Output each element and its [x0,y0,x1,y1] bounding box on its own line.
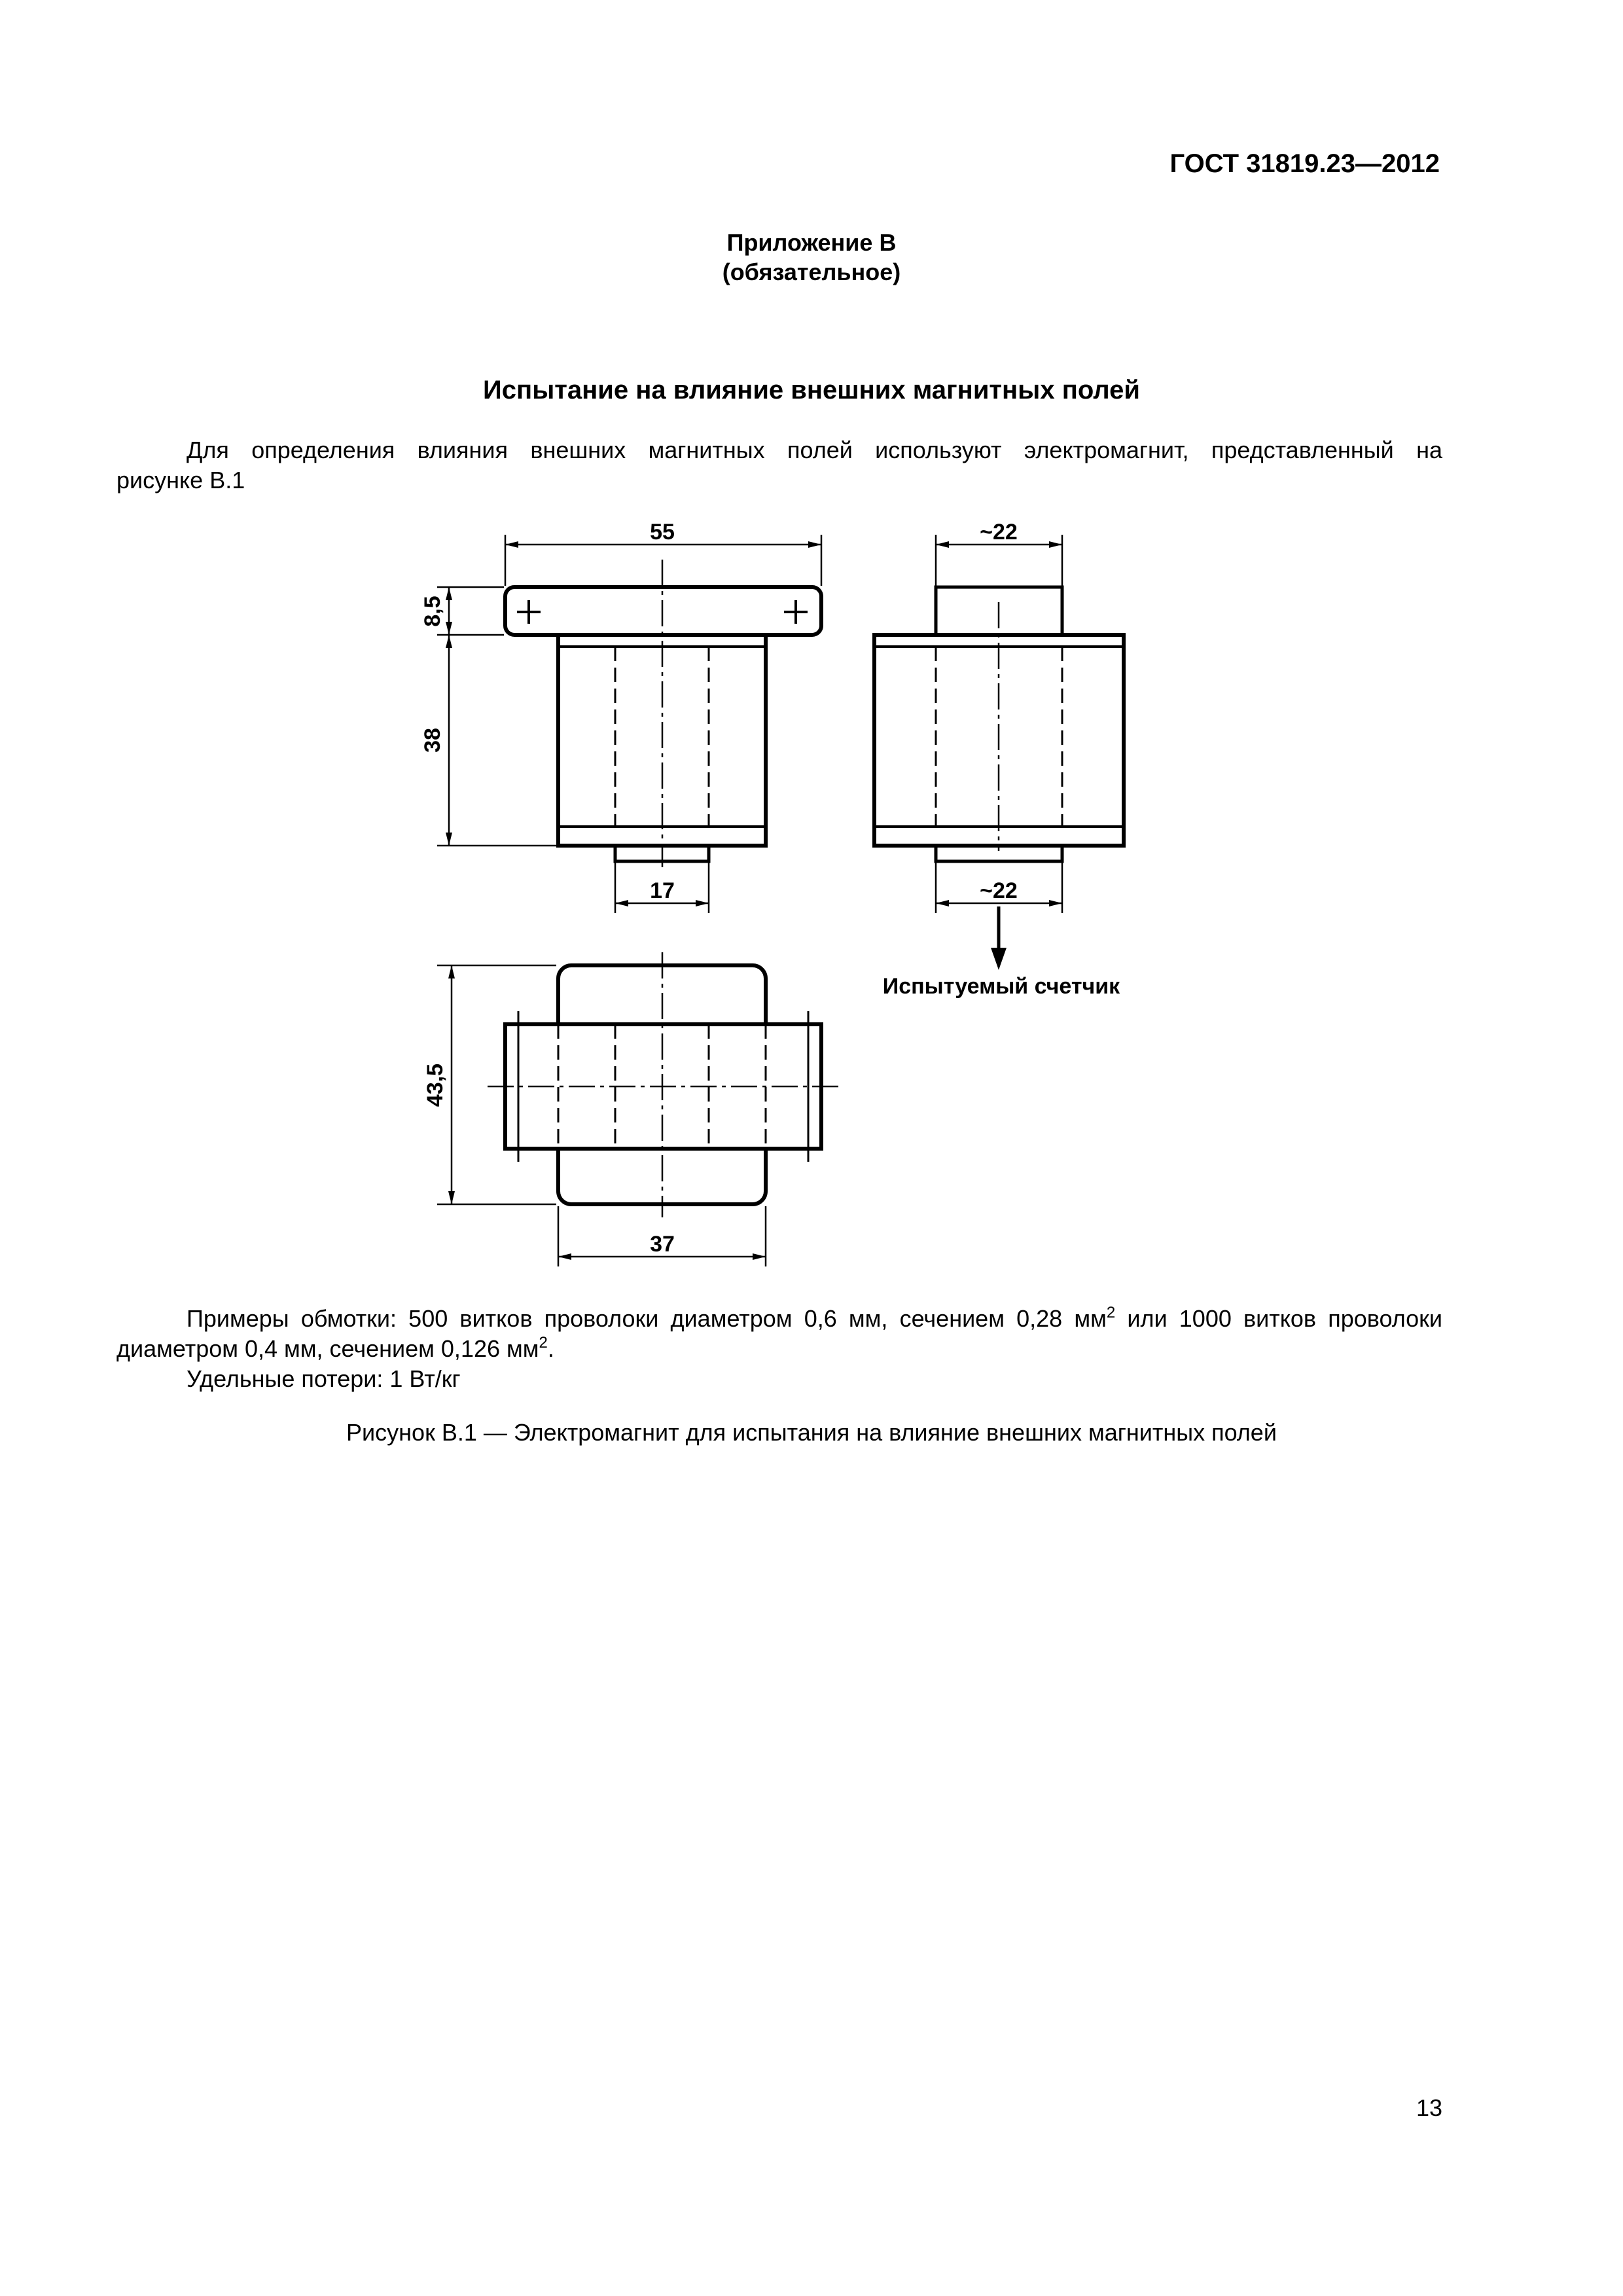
flange [505,587,821,635]
specific-losses [116,1364,1442,1394]
winding-line-2 [116,1334,1442,1364]
dim-plan-height: 43,5 [423,1063,448,1107]
dim-plan-width: 37 [650,1232,675,1257]
dim-pole-width: 17 [650,878,675,903]
superscript-a: 2 [1106,1304,1116,1321]
front-dimensions [437,535,821,913]
appendix-title: Приложение В [726,229,897,256]
plus-mark-right [784,600,808,624]
winding-text-a: Примеры обмотки: 500 витков проволоки диаметром 0,6 мм, сечением 0,28 мм [187,1305,1107,1332]
winding-text-b: или 1000 витков проволоки [1115,1305,1442,1332]
plan-view [488,952,841,1217]
winding-line-1 [116,1304,1442,1334]
figure-caption: Рисунок В.1 — Электромагнит для испытания на влияние внешних магнитных полей [346,1419,1277,1446]
front-view [505,560,821,867]
page-number: 13 [1416,2094,1442,2121]
side-dimensions [936,535,1062,970]
dim-side-top: ~22 [980,520,1018,545]
superscript-b: 2 [539,1334,548,1352]
dim-core-height: 38 [420,728,445,753]
winding-text-c: диаметром 0,4 мм, сечением 0,126 мм [116,1335,539,1362]
meter-label: Испытуемый счетчик [882,974,1120,999]
dim-flange-height: 8,5 [420,596,445,627]
losses-text: Удельные потери: 1 Вт/кг [187,1365,461,1392]
appendix-status: (обязательное) [722,259,901,285]
side-view [874,587,1124,861]
plus-mark-left [517,600,541,624]
standard-number: ГОСТ 31819.23—2012 [1169,149,1440,178]
section-heading: Испытание на влияние внешних магнитных полей [482,376,1141,404]
dim-side-bottom: ~22 [980,878,1018,903]
winding-text-d: . [547,1335,554,1362]
intro-line-2: рисунке В.1 [116,467,245,493]
dim-top-width: 55 [650,520,675,545]
intro-text-1: Для определения влияния внешних магнитных полей используют электромагнит, представленный на [187,437,1442,463]
